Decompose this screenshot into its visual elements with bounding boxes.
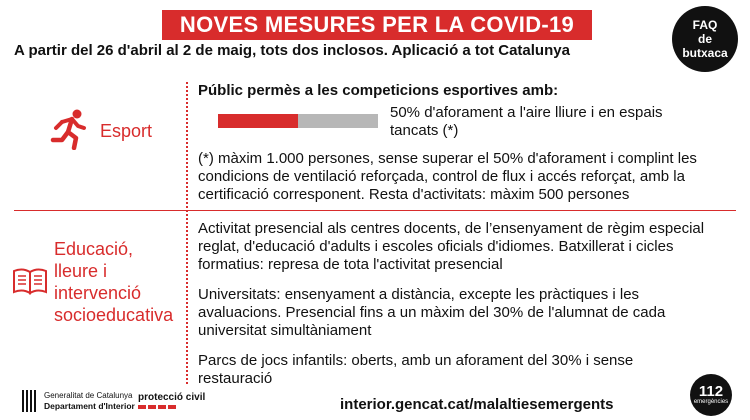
esport-note: (*) màxim 1.000 persones, sense superar el 50% d'aforament i complint les condicions de ventilació reforçada, control de flux i accés reforçat, amb la certificació corresponent. Resta d'activitats: màxim 500 persones [198, 150, 697, 203]
footer-url-link[interactable]: interior.gencat.cat/malaltiesemergents [340, 396, 614, 413]
book-icon [12, 266, 48, 296]
proteccio-civil-text: protecció civil [138, 392, 206, 403]
badge-sub: emergències [693, 399, 729, 405]
proteccio-civil-logo [138, 392, 205, 409]
gencat-logo-block [22, 390, 135, 412]
section-label-esport: Esport [100, 121, 153, 141]
section-label-line: intervenció [54, 283, 142, 303]
educacio-paragraph-1: Activitat presencial als centres docents, de l’ensenyament de règim especial reglat, d'educació d'adults i escoles oficials d'idiomes. Batxillerat i cicles formatius: represa de tota l'activitat presencial [198, 220, 705, 273]
section-label-line: lleure i [54, 261, 108, 281]
gencat-logo-icon [22, 390, 38, 412]
page-title-banner [162, 10, 592, 40]
runner-icon [48, 108, 90, 150]
capacity-bar [218, 114, 378, 128]
faq-badge [672, 6, 738, 72]
educacio-paragraph-3: Parcs de jocs infantils: oberts, amb un aforament del 30% i sense restauració [198, 352, 634, 387]
vertical-divider [186, 82, 188, 384]
section-label-educacio [54, 238, 173, 326]
capacity-text: 50% d'aforament a l'aire lliure i en espais tancats (*) [390, 104, 663, 139]
gencat-line1: Generalitat de Catalunya [44, 390, 133, 400]
page-title: NOVES MESURES PER LA COVID-19 [179, 12, 575, 37]
faq-badge-line3: butxaca [682, 46, 728, 60]
section-label-line: Educació, [54, 239, 134, 259]
section-label-line: socioeducativa [54, 305, 174, 325]
gencat-line2: Departament d'Interior [44, 400, 135, 411]
faq-badge-line1: FAQ [692, 18, 718, 32]
educacio-paragraph-2: Universitats: ensenyament a distància, excepte les pràctiques i les avaluacions. Presencial fins a un màxim del 30% de l'alumnat de cada universitat simultàniament [198, 286, 666, 339]
faq-badge-line2: de [697, 32, 712, 46]
esport-intro: Públic permès a les competicions esportives amb: [198, 82, 559, 99]
proteccio-civil-bars [138, 405, 205, 409]
emergency-112-badge [690, 374, 732, 416]
horizontal-divider [14, 210, 736, 211]
capacity-bar-fill [218, 114, 298, 128]
subtitle: A partir del 26 d'abril al 2 de maig, tots dos inclosos. Aplicació a tot Catalunya [14, 42, 570, 59]
badge-number: 112 [698, 383, 724, 400]
capacity-bar-rest [298, 114, 378, 128]
